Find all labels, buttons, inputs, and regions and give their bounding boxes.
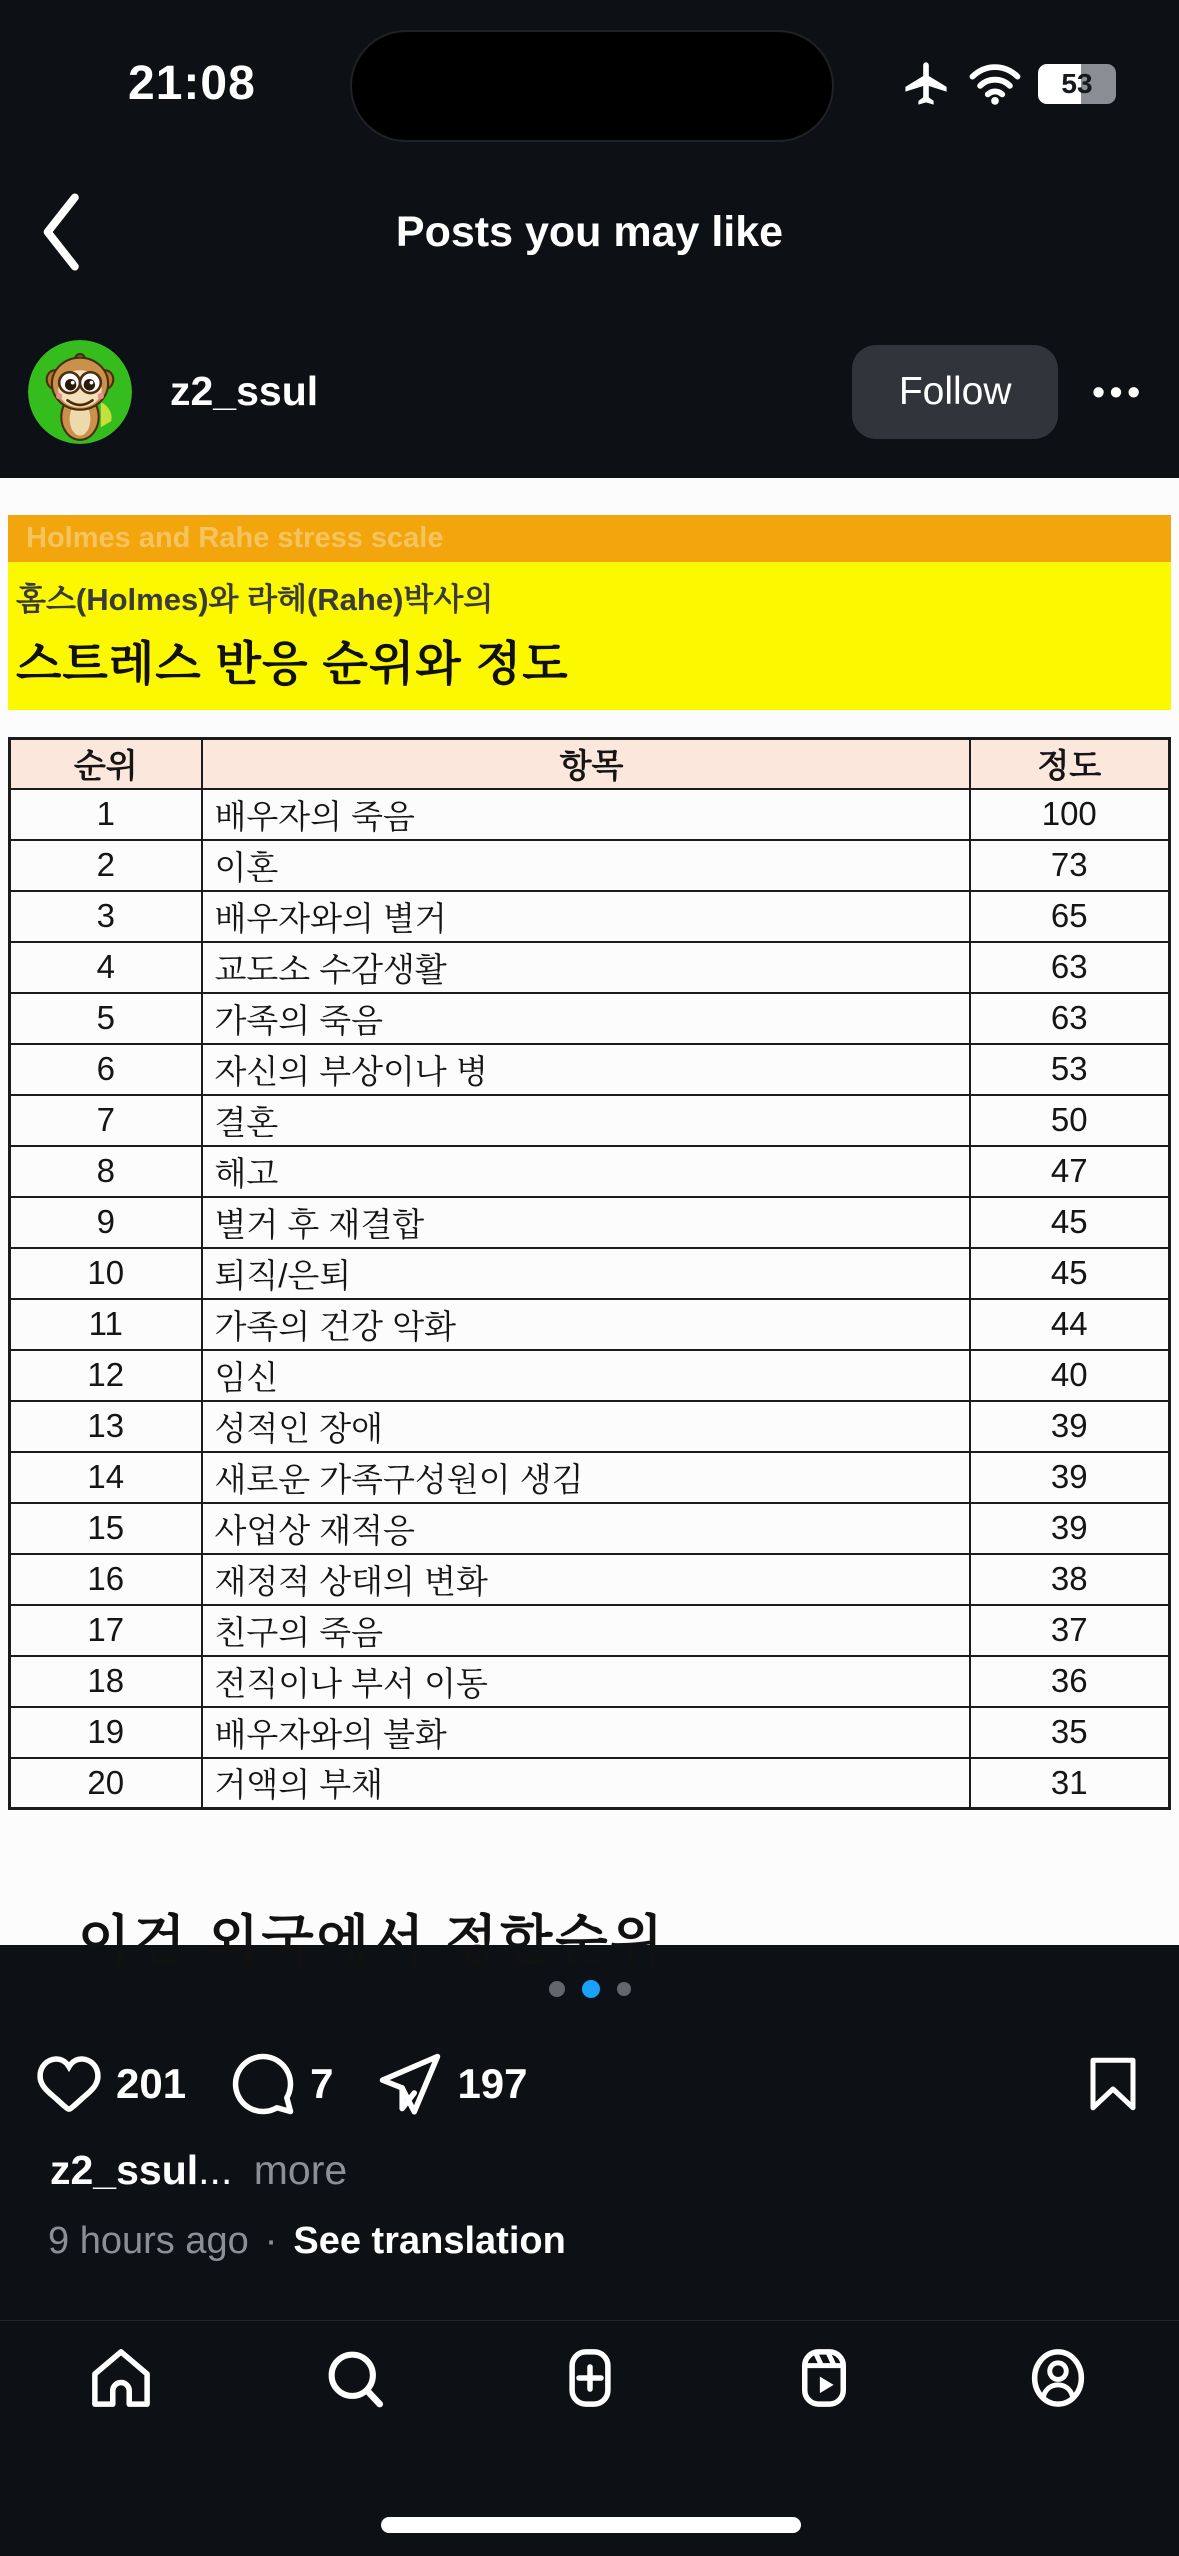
create-post-icon — [557, 2345, 623, 2411]
post-meta — [48, 2220, 1179, 2263]
caption-ellipsis: ... — [198, 2147, 233, 2193]
score-cell: 38 — [970, 1554, 1170, 1605]
rank-cell: 2 — [10, 840, 202, 891]
home-icon — [88, 2345, 154, 2411]
item-cell: 전직이나 부서 이동 — [202, 1656, 970, 1707]
caption-username[interactable]: z2_ssul — [50, 2147, 199, 2193]
carousel-dot — [549, 1981, 565, 1997]
carousel-dot-active — [582, 1980, 600, 1998]
score-cell: 39 — [970, 1401, 1170, 1452]
table-row — [10, 1044, 1170, 1095]
timestamp: 9 hours ago — [48, 2220, 249, 2262]
table-row — [10, 1197, 1170, 1248]
rank-cell: 1 — [10, 789, 202, 840]
share-icon[interactable] — [377, 2051, 443, 2117]
post-image[interactable] — [0, 478, 1179, 1971]
meta-separator: · — [264, 2220, 278, 2262]
table-row — [10, 1758, 1170, 1809]
create-tab[interactable] — [557, 2345, 623, 2411]
item-cell: 재정적 상태의 변화 — [202, 1554, 970, 1605]
rank-cell: 3 — [10, 891, 202, 942]
save-icon[interactable] — [1083, 2051, 1143, 2117]
table-row — [10, 1656, 1170, 1707]
share-group[interactable] — [377, 2051, 527, 2117]
rank-cell: 12 — [10, 1350, 202, 1401]
reels-tab[interactable] — [791, 2345, 857, 2411]
like-count: 201 — [116, 2060, 187, 2107]
share-count: 197 — [457, 2060, 528, 2107]
comment-group[interactable] — [230, 2051, 333, 2117]
table-row — [10, 942, 1170, 993]
clock: 21:08 — [128, 57, 256, 110]
table-row — [10, 993, 1170, 1044]
score-cell: 63 — [970, 942, 1170, 993]
score-cell: 39 — [970, 1503, 1170, 1554]
table-row — [10, 1248, 1170, 1299]
item-cell: 새로운 가족구성원이 생김 — [202, 1452, 970, 1503]
rank-cell: 7 — [10, 1095, 202, 1146]
rank-cell: 14 — [10, 1452, 202, 1503]
item-cell: 친구의 죽음 — [202, 1605, 970, 1656]
battery-percent: 53 — [1061, 68, 1093, 99]
score-cell: 40 — [970, 1350, 1170, 1401]
table-row — [10, 1605, 1170, 1656]
rank-cell: 5 — [10, 993, 202, 1044]
score-cell: 63 — [970, 993, 1170, 1044]
rank-cell: 9 — [10, 1197, 202, 1248]
table-row — [10, 1452, 1170, 1503]
score-cell: 45 — [970, 1197, 1170, 1248]
item-cell: 이혼 — [202, 840, 970, 891]
post-section — [0, 1945, 1179, 2320]
rank-cell: 15 — [10, 1503, 202, 1554]
like-icon[interactable] — [36, 2051, 102, 2117]
header-rank: 순위 — [10, 739, 202, 789]
page-title: Posts you may like — [395, 208, 784, 256]
search-icon — [322, 2345, 388, 2411]
carousel-dots — [0, 1979, 1179, 1999]
rank-cell: 18 — [10, 1656, 202, 1707]
item-cell: 가족의 건강 악화 — [202, 1299, 970, 1350]
table-row — [10, 1146, 1170, 1197]
profile-tab[interactable] — [1025, 2345, 1091, 2411]
image-title-block — [8, 562, 1171, 710]
avatar[interactable] — [28, 340, 132, 444]
airplane-mode-icon — [900, 58, 952, 110]
item-cell: 성적인 장애 — [202, 1401, 970, 1452]
status-bar — [0, 0, 1179, 160]
item-cell: 별거 후 재결합 — [202, 1197, 970, 1248]
score-cell: 35 — [970, 1707, 1170, 1758]
caption-more-link[interactable]: more — [253, 2147, 348, 2193]
dynamic-island — [350, 30, 834, 142]
rank-cell: 8 — [10, 1146, 202, 1197]
header-item: 항목 — [202, 739, 970, 789]
score-cell: 47 — [970, 1146, 1170, 1197]
table-row — [10, 1503, 1170, 1554]
table-row — [10, 891, 1170, 942]
score-cell: 65 — [970, 891, 1170, 942]
rank-cell: 20 — [10, 1758, 202, 1809]
rank-cell: 13 — [10, 1401, 202, 1452]
score-cell: 53 — [970, 1044, 1170, 1095]
item-cell: 배우자와의 별거 — [202, 891, 970, 942]
rank-cell: 19 — [10, 1707, 202, 1758]
item-cell: 자신의 부상이나 병 — [202, 1044, 970, 1095]
score-cell: 31 — [970, 1758, 1170, 1809]
table-row — [10, 1401, 1170, 1452]
stress-scale-table — [8, 737, 1171, 1810]
score-cell: 100 — [970, 789, 1170, 840]
table-row — [10, 1707, 1170, 1758]
rank-cell: 16 — [10, 1554, 202, 1605]
score-cell: 36 — [970, 1656, 1170, 1707]
reels-icon — [791, 2345, 857, 2411]
image-footnote: 이건 외국에서 정한순위 — [78, 1911, 666, 1971]
table-row — [10, 1299, 1170, 1350]
battery-icon — [1038, 64, 1109, 104]
rank-cell: 10 — [10, 1248, 202, 1299]
see-translation-link[interactable]: See translation — [293, 2220, 566, 2262]
follow-button[interactable]: Follow — [852, 345, 1058, 439]
item-cell: 사업상 재적응 — [202, 1503, 970, 1554]
header-score: 정도 — [970, 739, 1170, 789]
item-cell: 해고 — [202, 1146, 970, 1197]
rank-cell: 6 — [10, 1044, 202, 1095]
home-tab[interactable] — [88, 2345, 154, 2411]
item-cell: 퇴직/은퇴 — [202, 1248, 970, 1299]
table-row — [10, 1554, 1170, 1605]
rank-cell: 4 — [10, 942, 202, 993]
image-banner-title: Holmes and Rahe stress scale — [8, 515, 1171, 562]
score-cell: 44 — [970, 1299, 1170, 1350]
table-row — [10, 840, 1170, 891]
item-cell: 결혼 — [202, 1095, 970, 1146]
item-cell: 배우자의 죽음 — [202, 789, 970, 840]
carousel-dot — [617, 1982, 631, 1996]
rank-cell: 17 — [10, 1605, 202, 1656]
image-title: 스트레스 반응 순위와 정도 — [16, 637, 569, 690]
item-cell: 교도소 수감생활 — [202, 942, 970, 993]
comment-count: 7 — [310, 2060, 334, 2107]
home-indicator[interactable] — [381, 2517, 801, 2533]
wifi-icon — [968, 62, 1022, 106]
profile-icon — [1025, 2345, 1091, 2411]
action-bar — [0, 2051, 1179, 2117]
post-header — [0, 305, 1179, 478]
like-group[interactable] — [36, 2051, 186, 2117]
item-cell: 임신 — [202, 1350, 970, 1401]
item-cell: 가족의 죽음 — [202, 993, 970, 1044]
image-subtitle: 홈스(Holmes)와 라헤(Rahe)박사의 — [16, 582, 494, 617]
page-header — [0, 160, 1179, 305]
table-header-row — [10, 739, 1170, 789]
item-cell: 배우자와의 불화 — [202, 1707, 970, 1758]
item-cell: 거액의 부채 — [202, 1758, 970, 1809]
table-row — [10, 789, 1170, 840]
caption[interactable] — [50, 2147, 1179, 2194]
more-options-icon[interactable]: ••• — [1092, 370, 1145, 412]
rank-cell: 11 — [10, 1299, 202, 1350]
bottom-nav — [0, 2320, 1179, 2556]
score-cell: 45 — [970, 1248, 1170, 1299]
score-cell: 73 — [970, 840, 1170, 891]
search-tab[interactable] — [322, 2345, 388, 2411]
score-cell: 37 — [970, 1605, 1170, 1656]
score-cell: 39 — [970, 1452, 1170, 1503]
score-cell: 50 — [970, 1095, 1170, 1146]
table-row — [10, 1350, 1170, 1401]
comment-icon[interactable] — [230, 2051, 296, 2117]
stress-table-body — [10, 789, 1170, 1809]
table-row — [10, 1095, 1170, 1146]
post-username[interactable]: z2_ssul — [170, 368, 319, 414]
